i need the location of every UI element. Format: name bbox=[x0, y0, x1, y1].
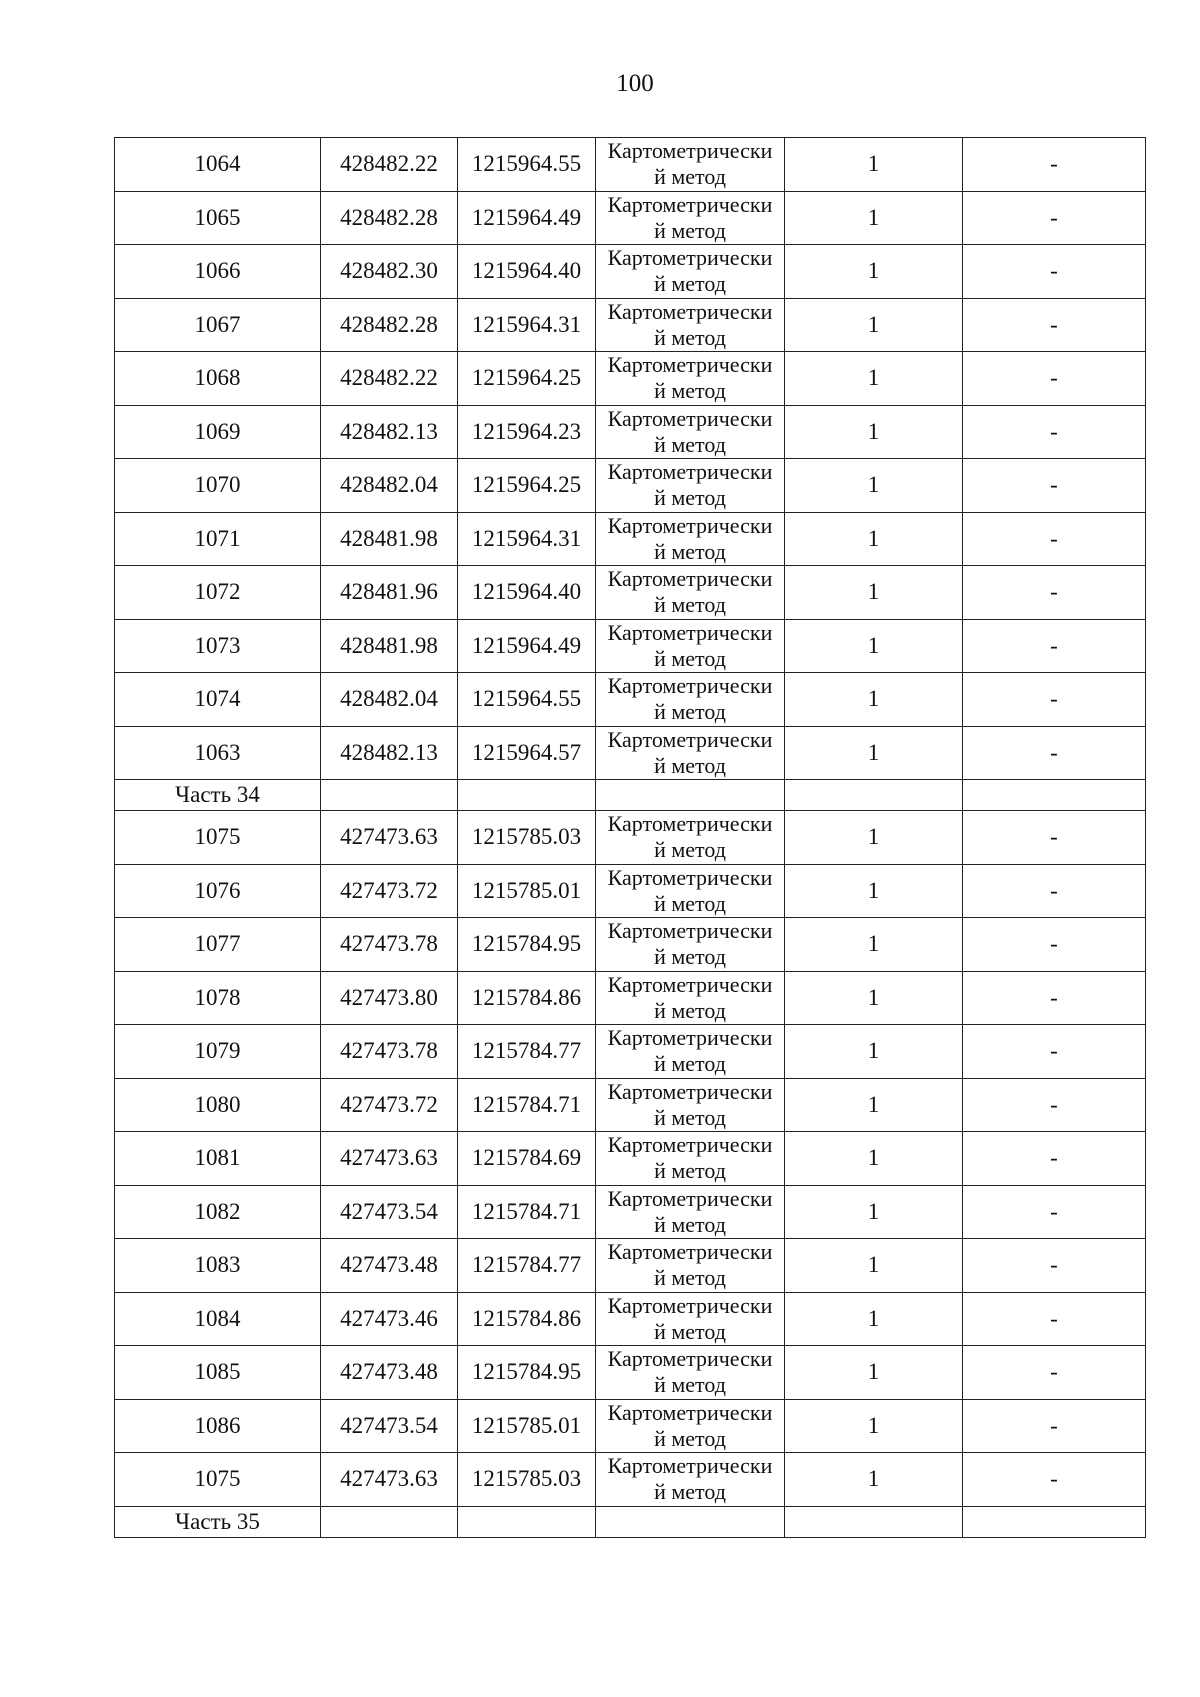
method-text-line1: Картометрически bbox=[607, 811, 773, 837]
accuracy-cell: 1 bbox=[785, 918, 963, 972]
table-row bbox=[115, 673, 1146, 727]
note-cell: - bbox=[963, 971, 1146, 1025]
y-coordinate-cell: 1215964.31 bbox=[458, 512, 596, 566]
method-text-line2: й метод bbox=[654, 1158, 726, 1184]
table-row bbox=[115, 566, 1146, 620]
y-coordinate-cell: 1215964.57 bbox=[458, 726, 596, 780]
x-coordinate-cell: 428482.30 bbox=[321, 245, 458, 299]
method-text-line2: й метод bbox=[654, 324, 726, 350]
point-id-cell: 1063 bbox=[115, 726, 321, 780]
method-text-line1: Картометрически bbox=[607, 619, 773, 645]
table-row bbox=[115, 405, 1146, 459]
method-text-line1: Картометрически bbox=[607, 245, 773, 271]
method-text-line2: й метод bbox=[654, 997, 726, 1023]
y-coordinate-cell: 1215964.49 bbox=[458, 191, 596, 245]
method-text-line2: й метод bbox=[654, 592, 726, 618]
note-cell: - bbox=[963, 405, 1146, 459]
y-coordinate-cell: 1215784.86 bbox=[458, 971, 596, 1025]
method-cell bbox=[596, 298, 785, 352]
note-cell: - bbox=[963, 1185, 1146, 1239]
x-coordinate-cell: 427473.48 bbox=[321, 1239, 458, 1293]
method-text-line1: Картометрически bbox=[607, 971, 773, 997]
table-row bbox=[115, 352, 1146, 406]
accuracy-cell: 1 bbox=[785, 1292, 963, 1346]
accuracy-cell: 1 bbox=[785, 1078, 963, 1132]
note-cell: - bbox=[963, 1132, 1146, 1186]
accuracy-cell: 1 bbox=[785, 971, 963, 1025]
method-cell bbox=[596, 1399, 785, 1453]
accuracy-cell: 1 bbox=[785, 405, 963, 459]
x-coordinate-cell: 427473.72 bbox=[321, 1078, 458, 1132]
table-section-row bbox=[115, 780, 1146, 811]
table-row bbox=[115, 1185, 1146, 1239]
method-text-line2: й метод bbox=[654, 1425, 726, 1451]
method-text-line1: Картометрически bbox=[607, 918, 773, 944]
point-id-cell: 1084 bbox=[115, 1292, 321, 1346]
y-coordinate-cell: 1215784.69 bbox=[458, 1132, 596, 1186]
method-cell bbox=[596, 566, 785, 620]
empty-cell bbox=[458, 1506, 596, 1537]
note-cell: - bbox=[963, 1292, 1146, 1346]
method-cell bbox=[596, 352, 785, 406]
method-text-line1: Картометрически bbox=[607, 459, 773, 485]
method-cell bbox=[596, 811, 785, 865]
method-text-line1: Картометрически bbox=[607, 566, 773, 592]
section-label: Часть 35 bbox=[115, 1506, 321, 1537]
point-id-cell: 1082 bbox=[115, 1185, 321, 1239]
table-row bbox=[115, 298, 1146, 352]
note-cell: - bbox=[963, 191, 1146, 245]
method-text-line1: Картометрически bbox=[607, 1453, 773, 1479]
method-cell bbox=[596, 971, 785, 1025]
method-text-line1: Картометрически bbox=[607, 405, 773, 431]
x-coordinate-cell: 427473.72 bbox=[321, 864, 458, 918]
method-text-line1: Картометрически bbox=[607, 1078, 773, 1104]
x-coordinate-cell: 427473.54 bbox=[321, 1399, 458, 1453]
method-text-line1: Картометрически bbox=[607, 1239, 773, 1265]
y-coordinate-cell: 1215784.77 bbox=[458, 1025, 596, 1079]
x-coordinate-cell: 428482.04 bbox=[321, 459, 458, 513]
method-text-line2: й метод bbox=[654, 944, 726, 970]
x-coordinate-cell: 427473.63 bbox=[321, 1132, 458, 1186]
point-id-cell: 1077 bbox=[115, 918, 321, 972]
x-coordinate-cell: 427473.78 bbox=[321, 1025, 458, 1079]
x-coordinate-cell: 428481.98 bbox=[321, 512, 458, 566]
x-coordinate-cell: 428481.96 bbox=[321, 566, 458, 620]
method-text-line2: й метод bbox=[654, 538, 726, 564]
method-cell bbox=[596, 1292, 785, 1346]
note-cell: - bbox=[963, 1078, 1146, 1132]
method-cell bbox=[596, 459, 785, 513]
method-text-line2: й метод bbox=[654, 431, 726, 457]
x-coordinate-cell: 427473.48 bbox=[321, 1346, 458, 1400]
x-coordinate-cell: 428482.28 bbox=[321, 191, 458, 245]
y-coordinate-cell: 1215784.71 bbox=[458, 1185, 596, 1239]
y-coordinate-cell: 1215964.55 bbox=[458, 673, 596, 727]
note-cell: - bbox=[963, 1239, 1146, 1293]
method-text-line1: Картометрически bbox=[607, 1399, 773, 1425]
table-row bbox=[115, 1346, 1146, 1400]
table-row bbox=[115, 512, 1146, 566]
table-row bbox=[115, 1132, 1146, 1186]
method-cell bbox=[596, 1239, 785, 1293]
table-section-row bbox=[115, 1506, 1146, 1537]
coordinates-table bbox=[114, 137, 1146, 1538]
note-cell: - bbox=[963, 1025, 1146, 1079]
method-text-line2: й метод bbox=[654, 1104, 726, 1130]
accuracy-cell: 1 bbox=[785, 1346, 963, 1400]
point-id-cell: 1076 bbox=[115, 864, 321, 918]
y-coordinate-cell: 1215964.25 bbox=[458, 352, 596, 406]
method-text-line2: й метод bbox=[654, 1479, 726, 1505]
y-coordinate-cell: 1215785.03 bbox=[458, 1453, 596, 1507]
table-row bbox=[115, 1453, 1146, 1507]
point-id-cell: 1086 bbox=[115, 1399, 321, 1453]
accuracy-cell: 1 bbox=[785, 566, 963, 620]
method-cell bbox=[596, 1132, 785, 1186]
point-id-cell: 1065 bbox=[115, 191, 321, 245]
accuracy-cell: 1 bbox=[785, 459, 963, 513]
x-coordinate-cell: 428482.28 bbox=[321, 298, 458, 352]
empty-cell bbox=[321, 1506, 458, 1537]
accuracy-cell: 1 bbox=[785, 1239, 963, 1293]
method-text-line1: Картометрически bbox=[607, 1292, 773, 1318]
note-cell: - bbox=[963, 918, 1146, 972]
x-coordinate-cell: 427473.54 bbox=[321, 1185, 458, 1239]
method-cell bbox=[596, 864, 785, 918]
method-cell bbox=[596, 1185, 785, 1239]
accuracy-cell: 1 bbox=[785, 1025, 963, 1079]
point-id-cell: 1085 bbox=[115, 1346, 321, 1400]
method-cell bbox=[596, 512, 785, 566]
method-text-line1: Картометрически bbox=[607, 1185, 773, 1211]
method-text-line2: й метод bbox=[654, 752, 726, 778]
empty-cell bbox=[963, 780, 1146, 811]
note-cell: - bbox=[963, 726, 1146, 780]
coordinates-table-body bbox=[115, 138, 1146, 1538]
note-cell: - bbox=[963, 245, 1146, 299]
table-row bbox=[115, 864, 1146, 918]
point-id-cell: 1064 bbox=[115, 138, 321, 192]
empty-cell bbox=[321, 780, 458, 811]
accuracy-cell: 1 bbox=[785, 1185, 963, 1239]
method-text-line2: й метод bbox=[654, 271, 726, 297]
x-coordinate-cell: 428482.04 bbox=[321, 673, 458, 727]
point-id-cell: 1081 bbox=[115, 1132, 321, 1186]
y-coordinate-cell: 1215964.55 bbox=[458, 138, 596, 192]
table-row bbox=[115, 191, 1146, 245]
note-cell: - bbox=[963, 864, 1146, 918]
y-coordinate-cell: 1215784.86 bbox=[458, 1292, 596, 1346]
x-coordinate-cell: 428482.22 bbox=[321, 352, 458, 406]
method-text-line2: й метод bbox=[654, 1051, 726, 1077]
x-coordinate-cell: 427473.78 bbox=[321, 918, 458, 972]
y-coordinate-cell: 1215964.25 bbox=[458, 459, 596, 513]
table-row bbox=[115, 918, 1146, 972]
table-row bbox=[115, 1292, 1146, 1346]
method-cell bbox=[596, 245, 785, 299]
x-coordinate-cell: 428482.22 bbox=[321, 138, 458, 192]
method-text-line1: Картометрически bbox=[607, 298, 773, 324]
method-cell bbox=[596, 1453, 785, 1507]
point-id-cell: 1071 bbox=[115, 512, 321, 566]
table-row bbox=[115, 459, 1146, 513]
point-id-cell: 1073 bbox=[115, 619, 321, 673]
note-cell: - bbox=[963, 459, 1146, 513]
table-row bbox=[115, 726, 1146, 780]
note-cell: - bbox=[963, 811, 1146, 865]
note-cell: - bbox=[963, 512, 1146, 566]
point-id-cell: 1066 bbox=[115, 245, 321, 299]
method-cell bbox=[596, 1078, 785, 1132]
point-id-cell: 1067 bbox=[115, 298, 321, 352]
method-text-line2: й метод bbox=[654, 164, 726, 190]
y-coordinate-cell: 1215785.03 bbox=[458, 811, 596, 865]
method-text-line2: й метод bbox=[654, 699, 726, 725]
method-text-line2: й метод bbox=[654, 1318, 726, 1344]
method-text-line2: й метод bbox=[654, 837, 726, 863]
y-coordinate-cell: 1215784.95 bbox=[458, 1346, 596, 1400]
y-coordinate-cell: 1215964.23 bbox=[458, 405, 596, 459]
method-text-line2: й метод bbox=[654, 1372, 726, 1398]
note-cell: - bbox=[963, 352, 1146, 406]
point-id-cell: 1078 bbox=[115, 971, 321, 1025]
point-id-cell: 1075 bbox=[115, 811, 321, 865]
section-label: Часть 34 bbox=[115, 780, 321, 811]
method-text-line1: Картометрически bbox=[607, 726, 773, 752]
method-cell bbox=[596, 726, 785, 780]
note-cell: - bbox=[963, 1453, 1146, 1507]
method-text-line1: Картометрически bbox=[607, 352, 773, 378]
method-text-line1: Картометрически bbox=[607, 1132, 773, 1158]
accuracy-cell: 1 bbox=[785, 619, 963, 673]
method-text-line1: Картометрически bbox=[607, 864, 773, 890]
x-coordinate-cell: 427473.63 bbox=[321, 811, 458, 865]
table-row bbox=[115, 1078, 1146, 1132]
method-text-line2: й метод bbox=[654, 890, 726, 916]
empty-cell bbox=[785, 780, 963, 811]
method-text-line1: Картометрически bbox=[607, 138, 773, 164]
point-id-cell: 1079 bbox=[115, 1025, 321, 1079]
accuracy-cell: 1 bbox=[785, 298, 963, 352]
y-coordinate-cell: 1215964.31 bbox=[458, 298, 596, 352]
method-cell bbox=[596, 918, 785, 972]
note-cell: - bbox=[963, 673, 1146, 727]
empty-cell bbox=[785, 1506, 963, 1537]
y-coordinate-cell: 1215785.01 bbox=[458, 864, 596, 918]
y-coordinate-cell: 1215784.71 bbox=[458, 1078, 596, 1132]
point-id-cell: 1075 bbox=[115, 1453, 321, 1507]
x-coordinate-cell: 427473.46 bbox=[321, 1292, 458, 1346]
x-coordinate-cell: 428482.13 bbox=[321, 726, 458, 780]
point-id-cell: 1069 bbox=[115, 405, 321, 459]
method-text-line2: й метод bbox=[654, 217, 726, 243]
note-cell: - bbox=[963, 1399, 1146, 1453]
method-text-line2: й метод bbox=[654, 1211, 726, 1237]
method-text-line1: Картометрически bbox=[607, 191, 773, 217]
empty-cell bbox=[596, 780, 785, 811]
y-coordinate-cell: 1215784.77 bbox=[458, 1239, 596, 1293]
note-cell: - bbox=[963, 138, 1146, 192]
method-cell bbox=[596, 619, 785, 673]
method-text-line1: Картометрически bbox=[607, 1346, 773, 1372]
x-coordinate-cell: 427473.80 bbox=[321, 971, 458, 1025]
x-coordinate-cell: 428482.13 bbox=[321, 405, 458, 459]
y-coordinate-cell: 1215964.49 bbox=[458, 619, 596, 673]
table-row bbox=[115, 1025, 1146, 1079]
point-id-cell: 1074 bbox=[115, 673, 321, 727]
table-row bbox=[115, 619, 1146, 673]
method-text-line1: Картометрически bbox=[607, 1025, 773, 1051]
method-text-line2: й метод bbox=[654, 378, 726, 404]
point-id-cell: 1070 bbox=[115, 459, 321, 513]
table-row bbox=[115, 138, 1146, 192]
point-id-cell: 1072 bbox=[115, 566, 321, 620]
note-cell: - bbox=[963, 298, 1146, 352]
note-cell: - bbox=[963, 619, 1146, 673]
y-coordinate-cell: 1215784.95 bbox=[458, 918, 596, 972]
method-cell bbox=[596, 673, 785, 727]
method-cell bbox=[596, 191, 785, 245]
point-id-cell: 1080 bbox=[115, 1078, 321, 1132]
point-id-cell: 1083 bbox=[115, 1239, 321, 1293]
table-row bbox=[115, 971, 1146, 1025]
accuracy-cell: 1 bbox=[785, 1399, 963, 1453]
point-id-cell: 1068 bbox=[115, 352, 321, 406]
method-cell bbox=[596, 1346, 785, 1400]
accuracy-cell: 1 bbox=[785, 352, 963, 406]
page-number: 100 bbox=[616, 70, 654, 97]
method-text-line1: Картометрически bbox=[607, 512, 773, 538]
method-cell bbox=[596, 405, 785, 459]
accuracy-cell: 1 bbox=[785, 726, 963, 780]
method-text-line2: й метод bbox=[654, 645, 726, 671]
accuracy-cell: 1 bbox=[785, 864, 963, 918]
y-coordinate-cell: 1215964.40 bbox=[458, 245, 596, 299]
accuracy-cell: 1 bbox=[785, 673, 963, 727]
accuracy-cell: 1 bbox=[785, 1453, 963, 1507]
accuracy-cell: 1 bbox=[785, 512, 963, 566]
note-cell: - bbox=[963, 566, 1146, 620]
x-coordinate-cell: 427473.63 bbox=[321, 1453, 458, 1507]
table-row bbox=[115, 811, 1146, 865]
method-text-line1: Картометрически bbox=[607, 673, 773, 699]
table-row bbox=[115, 245, 1146, 299]
method-cell bbox=[596, 138, 785, 192]
method-cell bbox=[596, 1025, 785, 1079]
method-text-line2: й метод bbox=[654, 1265, 726, 1291]
note-cell: - bbox=[963, 1346, 1146, 1400]
table-row bbox=[115, 1399, 1146, 1453]
accuracy-cell: 1 bbox=[785, 1132, 963, 1186]
empty-cell bbox=[596, 1506, 785, 1537]
accuracy-cell: 1 bbox=[785, 138, 963, 192]
x-coordinate-cell: 428481.98 bbox=[321, 619, 458, 673]
y-coordinate-cell: 1215785.01 bbox=[458, 1399, 596, 1453]
accuracy-cell: 1 bbox=[785, 811, 963, 865]
y-coordinate-cell: 1215964.40 bbox=[458, 566, 596, 620]
method-text-line2: й метод bbox=[654, 485, 726, 511]
table-row bbox=[115, 1239, 1146, 1293]
accuracy-cell: 1 bbox=[785, 191, 963, 245]
empty-cell bbox=[458, 780, 596, 811]
accuracy-cell: 1 bbox=[785, 245, 963, 299]
empty-cell bbox=[963, 1506, 1146, 1537]
